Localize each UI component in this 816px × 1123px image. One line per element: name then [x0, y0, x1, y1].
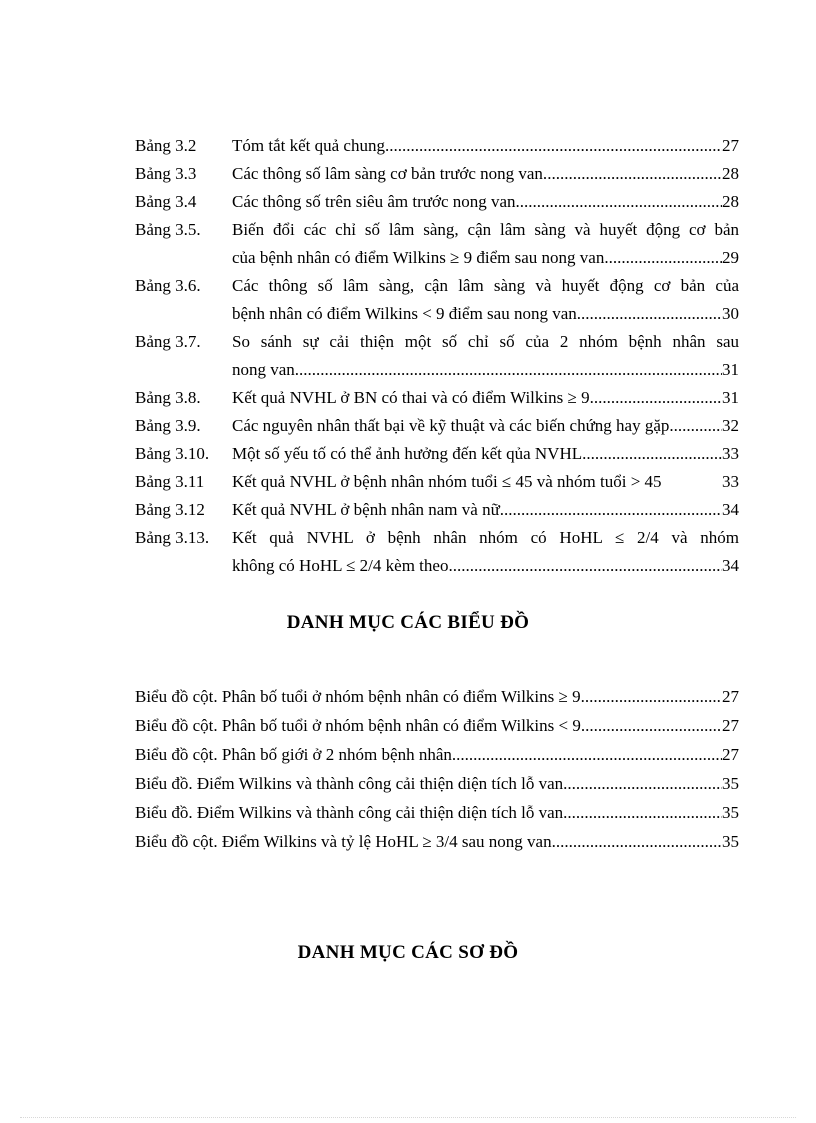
dot-leader: [500, 496, 722, 524]
chart-entry[interactable]: [135, 798, 739, 827]
table-entry-body: [232, 160, 739, 188]
page-number: 35: [722, 832, 739, 851]
table-entry-title-line: Biến đổi các chỉ số lâm sàng, cận lâm sàng và huyết động cơ bản: [232, 220, 739, 239]
table-entry-number: Bảng 3.10.: [135, 444, 210, 463]
dot-leader: [448, 552, 722, 580]
table-entry-title-line: [232, 160, 739, 188]
chart-entry[interactable]: [135, 769, 739, 798]
table-entry-number: Bảng 3.8.: [135, 388, 201, 407]
table-entry[interactable]: [135, 216, 739, 272]
dot-leader: [577, 300, 722, 328]
dot-leader: [669, 412, 722, 440]
table-entry-body: [232, 132, 739, 160]
table-entry-number: Bảng 3.9.: [135, 416, 201, 435]
table-entry-title-line: [232, 356, 739, 384]
page-number: 33: [722, 472, 739, 491]
table-entry-number: Bảng 3.3: [135, 164, 197, 183]
page-number: 33: [722, 444, 739, 463]
chart-entry[interactable]: [135, 827, 739, 856]
page-number: 27: [722, 716, 739, 735]
page-number: 34: [722, 500, 739, 519]
page-number: 27: [722, 136, 739, 155]
page-number: 34: [722, 556, 739, 575]
dot-leader: [567, 798, 722, 827]
table-entry-number: Bảng 3.2: [135, 136, 197, 155]
table-entry-title-line: [232, 300, 739, 328]
chart-entry-title: Biểu đồ. Điểm Wilkins và thành công cải thiện diện tích lỗ van.: [135, 774, 568, 793]
table-entry[interactable]: [135, 496, 739, 524]
chart-entry-title: Biểu đồ cột. Phân bố tuổi ở nhóm bệnh nhân có điểm Wilkins ≥ 9.: [135, 687, 585, 706]
table-entry-body: [232, 272, 739, 328]
table-entry-title-line: [232, 412, 739, 440]
chart-list: [135, 682, 739, 856]
page-number: 28: [722, 164, 739, 183]
page-number: 27: [722, 745, 739, 764]
table-entry[interactable]: [135, 440, 739, 468]
table-entry-body: [232, 384, 739, 412]
table-entry-title-line: [232, 244, 739, 272]
page-number: 29: [722, 248, 739, 267]
chart-entry-title: Biểu đồ cột. Phân bố giới ở 2 nhóm bệnh nhân.: [135, 745, 457, 764]
table-entry-title: không có HoHL ≤ 2/4 kèm theo: [232, 556, 449, 575]
table-entry-body: [232, 188, 739, 216]
table-entry[interactable]: [135, 272, 739, 328]
dot-leader: [547, 160, 722, 188]
table-list: [135, 132, 739, 580]
table-entry[interactable]: [135, 132, 739, 160]
page-number: 35: [722, 803, 739, 822]
page-number: 30: [722, 304, 739, 323]
chart-entry[interactable]: [135, 740, 739, 769]
page-number: 31: [722, 388, 739, 407]
table-entry-title: nong van.: [232, 360, 300, 379]
table-entry-body: [232, 216, 739, 272]
dot-leader: [520, 188, 722, 216]
charts-heading: DANH MỤC CÁC BIỂU ĐỒ: [286, 612, 530, 633]
table-entry-number: Bảng 3.5.: [135, 220, 201, 239]
table-entry-title-line: [232, 496, 739, 524]
table-entry-body: [232, 412, 739, 440]
table-entry-title: Một số yếu tố có thể ảnh hưởng đến kết qủa NVHL.: [232, 444, 587, 463]
chart-entry[interactable]: [135, 682, 739, 711]
page-number: 28: [722, 192, 739, 211]
table-entry[interactable]: [135, 412, 739, 440]
table-entry-title: Các thông số lâm sàng cơ bản trước nong van.: [232, 164, 548, 183]
diagrams-heading: DANH MỤC CÁC SƠ ĐỒ: [297, 942, 519, 963]
table-entry-title-line: [232, 132, 739, 160]
chart-entry-title: Biểu đồ cột. Điểm Wilkins và tỷ lệ HoHL ≥ 3/4 sau nong van.: [135, 832, 556, 851]
table-entry-title-line: Kết quả NVHL ở bệnh nhân nhóm có HoHL ≤ 2/4 và nhóm: [232, 528, 739, 547]
table-entry-title: Kết quả NVHL ở bệnh nhân nam và nữ: [232, 500, 500, 519]
dot-leader: [586, 440, 722, 468]
table-entry-body: [232, 496, 739, 524]
dot-leader: [609, 244, 722, 272]
chart-entry-title: Biểu đồ cột. Phân bố tuổi ở nhóm bệnh nhân có điểm Wilkins < 9.: [135, 716, 586, 735]
chart-entry[interactable]: [135, 711, 739, 740]
dot-leader: [594, 384, 722, 412]
chart-entry-title: Biểu đồ. Điểm Wilkins và thành công cải thiện diện tích lỗ van.: [135, 803, 568, 822]
table-entry[interactable]: [135, 160, 739, 188]
dot-leader: [299, 356, 722, 384]
dot-leader: [456, 740, 722, 769]
table-entry-title: của bệnh nhân có điểm Wilkins ≥ 9 điểm sau nong van.: [232, 248, 609, 267]
table-entry-title: Tóm tắt kết quả chung: [232, 136, 385, 155]
page-number: 31: [722, 360, 739, 379]
table-entry-number: Bảng 3.11: [135, 472, 205, 491]
table-entry-title: Các thông số trên siêu âm trước nong van.: [232, 192, 520, 211]
page-number: 27: [722, 687, 739, 706]
table-entry[interactable]: [135, 188, 739, 216]
table-entry-number: Bảng 3.12: [135, 500, 205, 519]
table-entry[interactable]: [135, 524, 739, 580]
page-number: 32: [722, 416, 739, 435]
dot-leader: [585, 682, 722, 711]
page-number: 35: [722, 774, 739, 793]
table-entry-number: Bảng 3.13.: [135, 528, 210, 547]
table-entry[interactable]: [135, 468, 739, 496]
table-entry[interactable]: [135, 384, 739, 412]
table-entry-number: Bảng 3.6.: [135, 276, 201, 295]
table-entry-title: Các nguyên nhân thất bại về kỹ thuật và các biến chứng hay gặp: [232, 416, 670, 435]
table-entry-title-line: [232, 188, 739, 216]
table-entry-body: [232, 524, 739, 580]
table-entry-title-line: [232, 552, 739, 580]
table-entry-number: Bảng 3.4: [135, 192, 197, 211]
table-entry-title-line: [232, 440, 739, 468]
table-entry-body: [232, 468, 739, 496]
dot-leader: [385, 132, 722, 160]
dot-leader: [556, 827, 722, 856]
table-entry-body: [232, 440, 739, 468]
table-entry-number: Bảng 3.7.: [135, 332, 201, 351]
table-entry-title: bệnh nhân có điểm Wilkins < 9 điểm sau nong van: [232, 304, 577, 323]
table-entry-title-line: So sánh sự cải thiện một số chỉ số của 2 nhóm bệnh nhân sau: [232, 332, 739, 351]
table-entry-title: Kết quả NVHL ở BN có thai và có điểm Wilkins ≥ 9.: [232, 388, 594, 407]
table-entry-title-line: [232, 468, 739, 496]
table-entry-title-line: Các thông số lâm sàng, cận lâm sàng và huyết động cơ bản của: [232, 276, 739, 295]
table-entry[interactable]: [135, 328, 739, 384]
table-entry-body: [232, 328, 739, 384]
table-entry-title-line: [232, 384, 739, 412]
dot-leader: [567, 769, 722, 798]
dot-leader: [585, 711, 722, 740]
table-entry-title: Kết quả NVHL ở bệnh nhân nhóm tuổi ≤ 45 và nhóm tuổi > 45: [232, 472, 662, 491]
page-bottom-rule: [20, 1117, 796, 1118]
